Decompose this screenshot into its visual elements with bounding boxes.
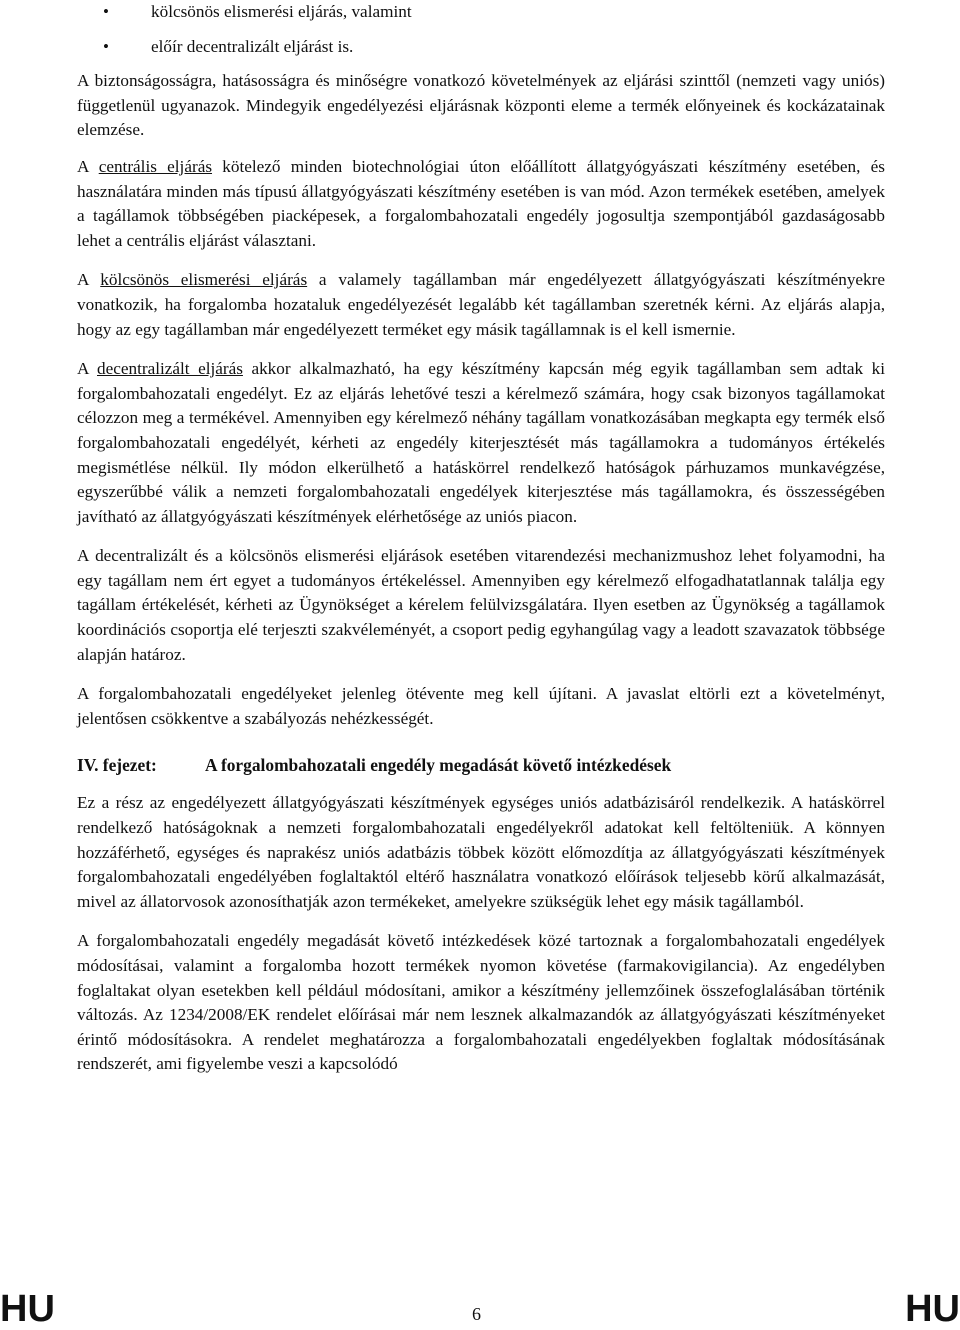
page-footer	[0, 1288, 960, 1330]
term-centralised: centrális eljárás	[98, 156, 213, 176]
procedure-list	[77, 0, 885, 59]
paragraph-mutual-recognition	[77, 268, 885, 342]
list-item: • kölcsönös elismerési eljárás, valamint	[77, 0, 885, 25]
paragraph-requirements: A biztonságosságra, hatásosságra és minőségre vonatkozó követelmények az eljárási szinttől (nemzeti vagy uniós) függetlenül ugyanazok. Mindegyik engedélyezési eljárásnak központi eleme a termék előnyeinek és kockázatainak elemzése.	[77, 71, 885, 140]
language-code-right: HU	[905, 1288, 960, 1330]
chapter-heading	[77, 753, 885, 777]
paragraph-text: kötelező minden biotechnológiai úton előállított állatgyógyászati készítmény esetében, és használatára minden más típusú állatgyógyászati készítmény esetében is van mód. Azon termékek esetében, amelyek a tagállamok többségében piacképesek, a forgalombahozatali engedély jogosultja szempontjából gazdaságosabb lehet a centrális eljárást választani.	[77, 156, 885, 250]
language-code-left: HU	[0, 1288, 55, 1330]
paragraph-text: A	[77, 359, 97, 379]
chapter-number: IV. fejezet:	[77, 755, 157, 776]
paragraph-database: Ez a rész az engedélyezett állatgyógyászati készítmények egységes uniós adatbázisáról rendelkezik. A hatáskörrel rendelkező hatóságoknak a nemzeti forgalombahozatali engedélyekről adatokat kell feltölteniük. A könnyen hozzáférhető, egységes és naprakész uniós adatbázis többek között előmozdítja az állatgyógyászati készítmények forgalombahozatali engedélyében foglaltaktól eltérő használatra vonatkozó előírások teljesebb körű alkalmazását, mivel az állatorvosok azonosíthatják azon termékeket, amelyekre szükségük lehet egy másik tagállamból.	[77, 793, 885, 911]
term-decentralised: decentralizált eljárás	[97, 359, 243, 379]
paragraph-dispute: A decentralizált és a kölcsönös elismerési eljárások esetében vitarendezési mechanizmushoz lehet folyamodni, ha egy tagállam nem ért egyet a tudományos értékeléssel. Amennyiben egy kérelmező elfogadhatatlannak találja egy tagállam értékelését, kérheti az Ügynökséget a kérelem felülvizsgálatára. Ilyen esetben az Ügynökség a tagállamok koordinációs csoportja elé terjeszti szakvéleményét, a csoport pedig egyhangúlag vagy a leadott szavazatok többsége alapján határoz.	[77, 546, 885, 664]
paragraph-text: A	[77, 270, 101, 290]
term-mutual-recognition: kölcsönös elismerési eljárás	[100, 270, 308, 290]
chapter-title: A forgalombahozatali engedély megadását követő intézkedések	[205, 755, 672, 776]
paragraph-text: akkor alkalmazható, ha egy készítmény kapcsán még egyik tagállamban sem adtak ki forgalombahozatali engedélyt. Ez az eljárás lehetővé teszi a kérelmező számára, hogy csak bizonyos tagállamokat célozzon meg a termékével. Amennyiben egy kérelmező néhány tagállam vonatkozásában megkapta egy termék első forgalombahozatali engedélyét, kérheti az engedély kiterjesztését más tagállamokra a tudományos értékelés megismétlése nélkül. Ily módon elkerülhető a hatáskörrel rendelkező hatóságok párhuzamos munkavégzése, egyszerűbbé válik a nemzeti forgalombahozatali engedélyek kiterjesztése más tagállamokra, és összességében javítható az állatgyógyászati készítmények elérhetősége az uniós piacon.	[77, 359, 885, 526]
list-item: • előír decentralizált eljárást is.	[77, 35, 885, 60]
paragraph-text: A	[77, 156, 99, 176]
paragraph-post-authorisation: A forgalombahozatali engedély megadását követő intézkedések közé tartoznak a forgalombahozatali engedélyek módosításai, valamint a forgalomba hozott termékek nyomon követése (farmakovigilancia). Az engedélyben foglaltakat olyan esetekben kell például módosítani, amikor a készítmény jellemzőinek összefoglalásában történik változás. Az 1234/2008/EK rendelet előírásai már nem lesznek alkalmazandók az állatgyógyászati készítményeket érintő módosításokra. A rendelet meghatározza a forgalombahozatali engedélyekben foglaltak módosításának rendszerét, ami figyelembe veszi a kapcsolódó	[77, 931, 885, 1074]
paragraph-centralised	[77, 155, 885, 253]
paragraph-decentralised	[77, 357, 885, 529]
page-number: 6	[472, 1304, 481, 1324]
document-body	[77, 0, 885, 1092]
paragraph-renewal: A forgalombahozatali engedélyeket jelenleg ötévente meg kell újítani. A javaslat eltörli ezt a követelményt, jelentősen csökkentve a szabályozás nehézkességét.	[77, 684, 885, 728]
paragraph-text: a valamely tagállamban már engedélyezett állatgyógyászati készítményekre vonatkozik, ha forgalomba hozataluk engedélyezését legalább két tagállamban szeretnék kérni. Az eljárás alapja, hogy az egy tagállamban már engedélyezett terméket egy másik tagállamnak is el kell ismernie.	[77, 270, 886, 339]
